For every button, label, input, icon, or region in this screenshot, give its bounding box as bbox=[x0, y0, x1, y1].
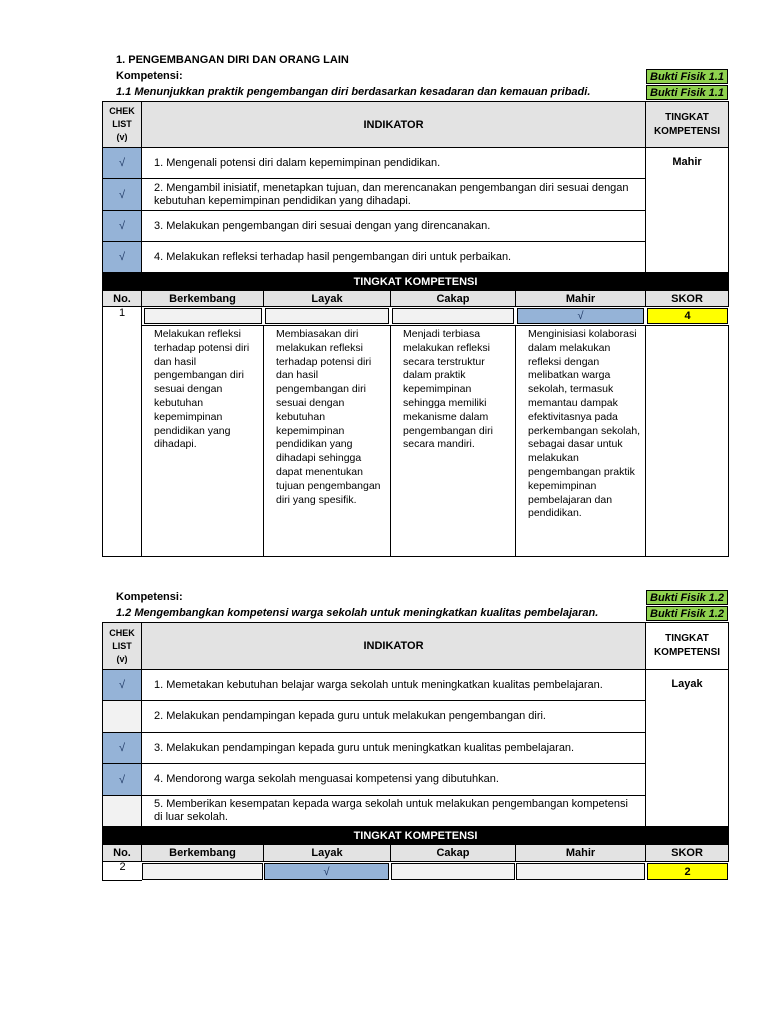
level-select-cakap[interactable] bbox=[392, 308, 514, 324]
indicator-text: 2. Melakukan pendampingan kepada guru untuk melakukan pengembangan diri. bbox=[141, 700, 646, 733]
skor-value: 2 bbox=[647, 863, 728, 880]
checklist-header-line: (v) bbox=[116, 653, 128, 664]
indikator-header: INDIKATOR bbox=[141, 101, 646, 148]
level-select-cakap[interactable] bbox=[391, 863, 515, 880]
competency-description: 1.1 Menunjukkan praktik pengembangan diri berdasarkan kesadaran dan kemauan pribadi. bbox=[116, 86, 591, 98]
tingkat-header-line: TINGKAT bbox=[665, 111, 709, 123]
column-header-mahir: Mahir bbox=[515, 844, 646, 862]
checklist-header-line: (v) bbox=[116, 132, 128, 142]
tingkat-kompetensi-header bbox=[645, 622, 729, 670]
indicator-checkbox[interactable]: √ bbox=[102, 732, 142, 764]
column-header-skor: SKOR bbox=[645, 290, 729, 307]
column-header-berkembang: Berkembang bbox=[141, 290, 264, 307]
level-select-berkembang[interactable] bbox=[142, 863, 263, 880]
column-header-mahir: Mahir bbox=[515, 290, 646, 307]
competency-label: Kompetensi: bbox=[116, 70, 183, 82]
bukti-fisik-badge[interactable]: Bukti Fisik 1.1 bbox=[646, 69, 728, 84]
checklist-header-line: CHEK bbox=[109, 106, 135, 116]
column-header-berkembang: Berkembang bbox=[141, 844, 264, 862]
indicator-checkbox[interactable] bbox=[102, 700, 142, 733]
section-title: 1. PENGEMBANGAN DIRI DAN ORANG LAIN bbox=[116, 54, 349, 66]
indikator-header: INDIKATOR bbox=[141, 622, 646, 670]
indicator-text: 4. Mendorong warga sekolah menguasai kompetensi yang dibutuhkan. bbox=[141, 763, 646, 796]
tingkat-header-line: KOMPETENSI bbox=[653, 647, 721, 658]
column-header-skor: SKOR bbox=[645, 844, 729, 862]
checklist-header-line: LIST bbox=[112, 119, 132, 129]
tingkat-value: Mahir bbox=[645, 147, 729, 273]
skor-value: 4 bbox=[647, 308, 728, 324]
level-select-mahir[interactable]: √ bbox=[517, 308, 644, 324]
row-number: 2 bbox=[102, 861, 142, 881]
level-select-berkembang[interactable] bbox=[144, 308, 262, 324]
column-header-cakap: Cakap bbox=[390, 844, 516, 862]
competency-description: 1.2 Mengembangkan kompetensi warga sekolah untuk meningkatkan kualitas pembelajaran. bbox=[116, 607, 599, 619]
indicator-checkbox[interactable]: √ bbox=[102, 210, 142, 242]
indicator-text: 2. Mengambil inisiatif, menetapkan tujuan, dan merencanakan pengembangan diri sesuai dengan kebutuhan kepemimpinan pendidikan yang dihadapi. bbox=[141, 178, 646, 211]
level-description-cakap: Menjadi terbiasa melakukan refleksi secara terstruktur dalam praktik kepemimpinan sehingga memiliki mekanisme dalam pengembangan diri secara mandiri. bbox=[390, 325, 516, 557]
skor-blank-cell bbox=[645, 325, 729, 557]
row-number: 1 bbox=[102, 306, 142, 557]
bukti-fisik-badge[interactable]: Bukti Fisik 1.1 bbox=[646, 85, 728, 100]
level-description-berkembang: Melakukan refleksi terhadap potensi diri dan hasil pengembangan diri sesuai dengan kebutuhan kepemimpinan pendidikan yang dihadapi. bbox=[141, 325, 264, 557]
level-select-layak[interactable] bbox=[265, 308, 389, 324]
indicator-text: 4. Melakukan refleksi terhadap hasil pengembangan diri untuk perbaikan. bbox=[141, 241, 646, 273]
level-select-layak[interactable]: √ bbox=[264, 863, 389, 880]
column-header-cakap: Cakap bbox=[390, 290, 516, 307]
indicator-text: 1. Memetakan kebutuhan belajar warga sekolah untuk meningkatkan kualitas pembelajaran. bbox=[141, 669, 646, 701]
indicator-text: 3. Melakukan pendampingan kepada guru untuk meningkatkan kualitas pembelajaran. bbox=[141, 732, 646, 764]
tingkat-header-line: TINGKAT bbox=[665, 633, 709, 644]
indicator-checkbox[interactable]: √ bbox=[102, 763, 142, 796]
column-header-layak: Layak bbox=[263, 844, 391, 862]
indicator-checkbox[interactable]: √ bbox=[102, 241, 142, 273]
indicator-checkbox[interactable] bbox=[102, 795, 142, 827]
indicator-text: 5. Memberikan kesempatan kepada warga sekolah untuk melakukan pengembangan kompetensi di luar sekolah. bbox=[141, 795, 646, 827]
checklist-header bbox=[102, 622, 142, 670]
checklist-header bbox=[102, 101, 142, 148]
competency-label: Kompetensi: bbox=[116, 591, 183, 603]
indicator-checkbox[interactable]: √ bbox=[102, 147, 142, 179]
level-select-mahir[interactable] bbox=[516, 863, 645, 880]
tingkat-kompetensi-bar: TINGKAT KOMPETENSI bbox=[102, 272, 729, 291]
bukti-fisik-badge[interactable]: Bukti Fisik 1.2 bbox=[646, 606, 728, 621]
level-description-layak: Membiasakan diri melakukan refleksi terhadap potensi diri dan hasil pengembangan diri sesuai dengan kebutuhan kepemimpinan pendidikan yang dihadapi sehingga dapat menentukan tujuan pengembangan diri yang spesifik. bbox=[263, 325, 391, 557]
indicator-checkbox[interactable]: √ bbox=[102, 178, 142, 211]
tingkat-kompetensi-header bbox=[645, 101, 729, 148]
checklist-header-line: CHEK bbox=[109, 627, 135, 638]
tingkat-header-line: KOMPETENSI bbox=[653, 125, 721, 137]
checklist-header-line: LIST bbox=[112, 640, 132, 651]
column-header-layak: Layak bbox=[263, 290, 391, 307]
tingkat-kompetensi-bar: TINGKAT KOMPETENSI bbox=[102, 826, 729, 845]
indicator-text: 3. Melakukan pengembangan diri sesuai dengan yang direncanakan. bbox=[141, 210, 646, 242]
tingkat-value: Layak bbox=[645, 669, 729, 827]
level-description-mahir: Menginisiasi kolaborasi dalam melakukan refleksi dengan melibatkan warga sekolah, termasuk memantau dampak efektivitasnya pada perkembangan sekolah, sebagai dasar untuk melakukan pengembangan praktik kepemimpinan pembelajaran dan pendidikan. bbox=[515, 325, 646, 557]
bukti-fisik-badge[interactable]: Bukti Fisik 1.2 bbox=[646, 590, 728, 605]
indicator-checkbox[interactable]: √ bbox=[102, 669, 142, 701]
indicator-text: 1. Mengenali potensi diri dalam kepemimpinan pendidikan. bbox=[141, 147, 646, 179]
column-header-no: No. bbox=[102, 290, 142, 307]
column-header-no: No. bbox=[102, 844, 142, 862]
